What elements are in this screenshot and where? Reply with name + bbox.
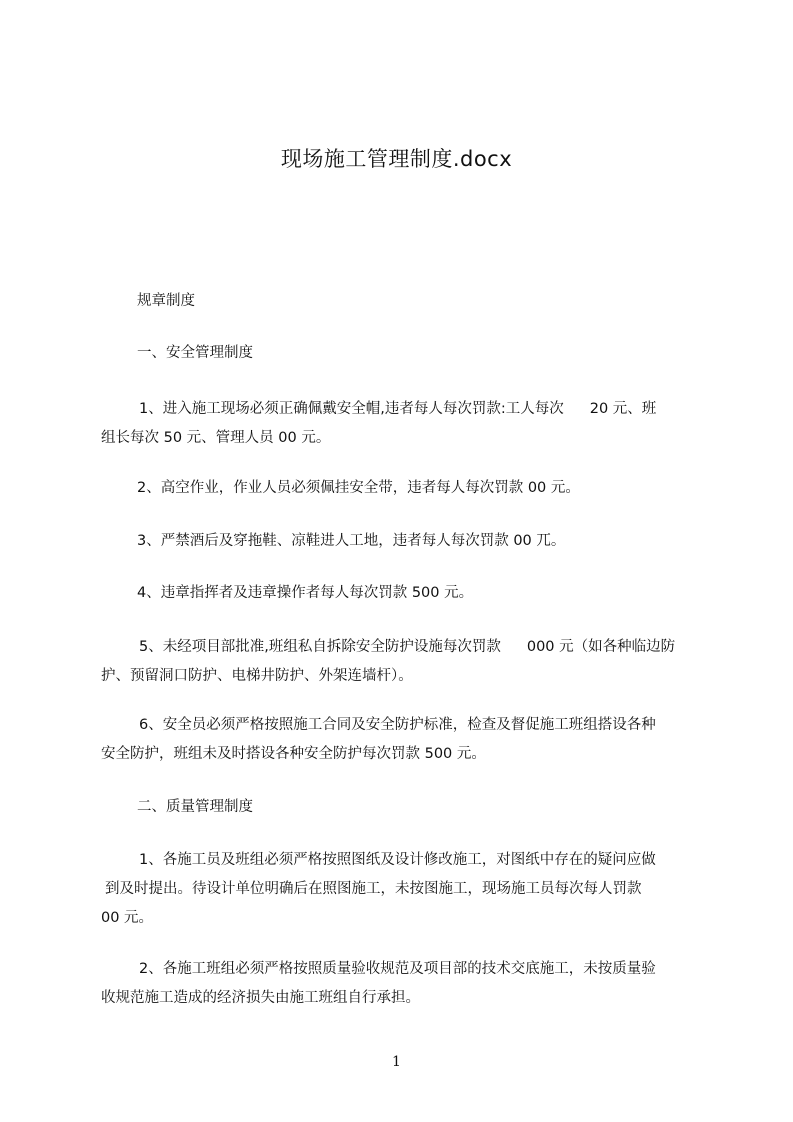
safety-item-5-line-2: 护、预留洞口防护、电梯井防护、外架连墙杆）。 xyxy=(101,668,413,684)
safety-item-1 xyxy=(101,395,711,453)
quality-item-1-line-1: 1、各施工员及班组必须严格按照图纸及设计修改施工，对图纸中存在的疑问应做 xyxy=(139,852,656,868)
heading-quality-management: 二、质量管理制度 xyxy=(137,799,253,815)
quality-item-1-line-3: 00 元。 xyxy=(101,910,154,926)
safety-item-3: 3、严禁酒后及穿拖鞋、凉鞋进人工地，违者每人每次罚款 00 兀。 xyxy=(137,533,566,549)
safety-item-1-line-2: 组长每次 50 元、管理人员 00 元。 xyxy=(101,430,331,446)
quality-item-2-line-2: 收规范施工造成的经济损失由施工班组自行承担。 xyxy=(101,990,420,1006)
safety-item-6 xyxy=(101,711,711,769)
quality-item-1-line-2: 到及时提出。待设计单位明确后在照图施工，未按图施工，现场施工员每次每人罚款 xyxy=(105,881,642,897)
safety-item-5-text-a: 5、未经项目部批准,班组私自拆除安全防护设施每次罚款 xyxy=(139,639,501,655)
quality-item-2-line-1: 2、各施工班组必须严格按照质量验收规范及项目部的技术交底施工，未按质量验 xyxy=(139,961,656,977)
safety-item-1-text-a: 1、进入施工现场必须正确佩戴安全帽,违者每人每次罚款:工人每次 xyxy=(139,401,564,417)
safety-item-5-line-1 xyxy=(101,633,711,662)
quality-item-2 xyxy=(101,955,711,1013)
document-title: 现场施工管理制度.docx xyxy=(280,147,513,171)
safety-item-2: 2、高空作业，作业人员必须佩挂安全带，违者每人每次罚款 00 元。 xyxy=(137,480,580,496)
page-number: 1 xyxy=(392,1054,401,1070)
heading-safety-management: 一、安全管理制度 xyxy=(137,345,253,361)
safety-item-6-line-1: 6、安全员必须严格按照施工合同及安全防护标准，检查及督促施工班组搭设各种 xyxy=(139,717,656,733)
safety-item-4: 4、违章指挥者及违章操作者每人每次罚款 500 元。 xyxy=(137,585,474,601)
safety-item-1-text-b: 20 元、班 xyxy=(589,401,657,417)
safety-item-6-line-2: 安全防护，班组未及时搭设各种安全防护每次罚款 500 元。 xyxy=(101,746,486,762)
safety-item-1-line-1 xyxy=(101,395,711,424)
quality-item-1 xyxy=(101,846,711,933)
safety-item-5 xyxy=(101,633,711,691)
section-heading-rules: 规章制度 xyxy=(137,293,195,309)
safety-item-5-text-b: 000 元（如各种临边防 xyxy=(526,639,676,655)
